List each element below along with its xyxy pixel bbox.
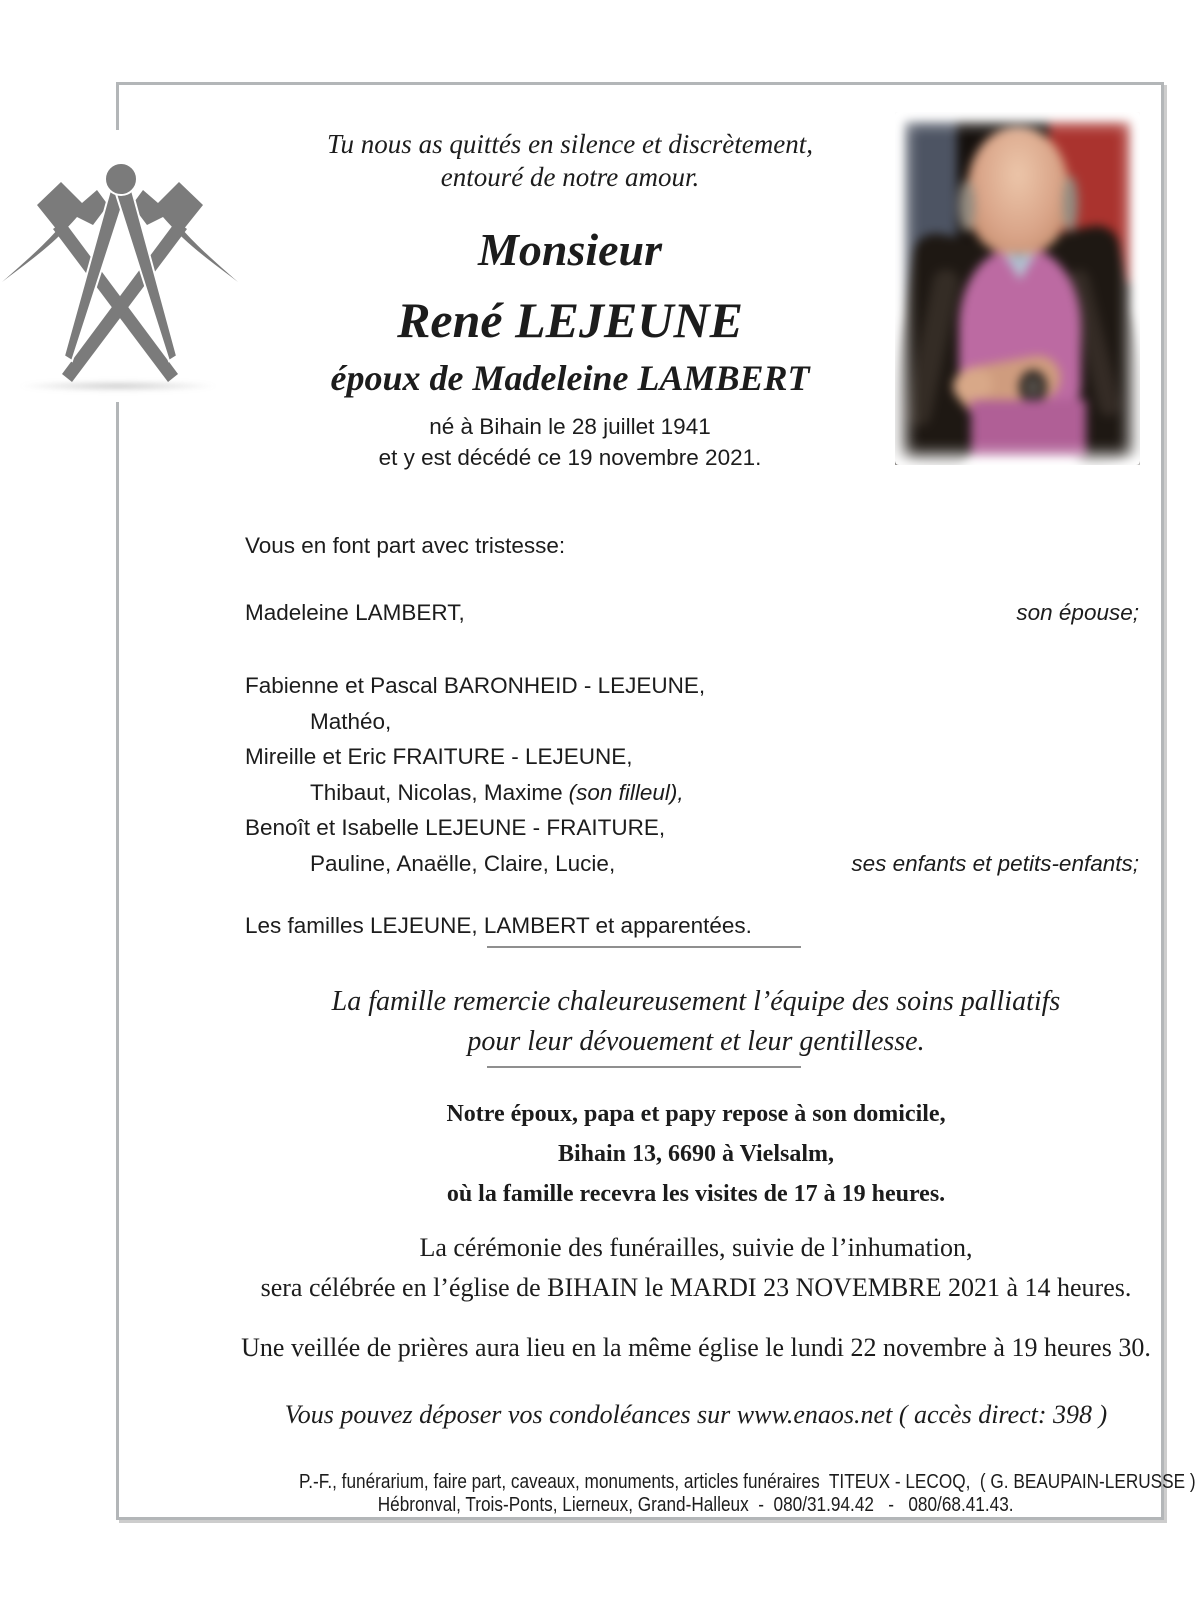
death-line: et y est décédé ce 19 novembre 2021. bbox=[378, 445, 762, 470]
vigil-notice: Une veillée de prières aura lieu en la même église le lundi 22 novembre à 19 heures 30. bbox=[241, 1333, 1151, 1362]
announcement-intro: Vous en font part avec tristesse: bbox=[245, 533, 566, 558]
thanks-line2: pour leur dévouement et leur gentillesse. bbox=[467, 1026, 925, 1057]
ceremony-line1: La cérémonie des funérailles, suivie de l’inhumation, bbox=[419, 1233, 973, 1262]
compass-and-crossed-hammers-icon bbox=[0, 130, 240, 402]
list-item bbox=[245, 846, 1139, 882]
spouse-row bbox=[245, 598, 1139, 628]
repose-notice bbox=[226, 1094, 1166, 1214]
ceremony-notice bbox=[226, 1228, 1166, 1308]
footer-line2: Hébronval, Trois-Ponts, Lierneux, Grand-Halleux - 080/31.94.42 - 080/68.41.43. bbox=[378, 1494, 1014, 1516]
deceased-title: Monsieur bbox=[477, 224, 663, 275]
epitaph-line1: Tu nous as quittés en silence et discrètement, bbox=[327, 129, 813, 159]
children-list bbox=[245, 668, 1139, 881]
list-item bbox=[245, 668, 1139, 704]
epitaph bbox=[230, 128, 910, 194]
grandchild-names: Pauline, Anaëlle, Claire, Lucie, bbox=[310, 850, 616, 876]
deceased-name: René LEJEUNE bbox=[397, 292, 743, 348]
logo-reflection bbox=[18, 380, 218, 392]
spouse-relation: son épouse; bbox=[1016, 600, 1139, 625]
child-name: Benoît et Isabelle LEJEUNE - FRAITURE, bbox=[245, 815, 666, 840]
list-item bbox=[245, 810, 1139, 846]
spouse-of-line: époux de Madeleine LAMBERT bbox=[330, 358, 810, 398]
thanks-line1: La famille remercie chaleureusement l’équipe des soins palliatifs bbox=[331, 986, 1061, 1017]
godson-note: (son filleul), bbox=[568, 779, 684, 805]
separator-line bbox=[487, 946, 801, 948]
epitaph-line2: entouré de notre amour. bbox=[440, 162, 700, 192]
portrait-photo bbox=[895, 112, 1140, 465]
spouse-name: Madeleine LAMBERT, bbox=[245, 600, 465, 625]
birth-death-lines bbox=[230, 411, 910, 473]
ceremony-line2: sera célébrée en l’église de BIHAIN le MARDI 23 NOVEMBRE 2021 à 14 heures. bbox=[260, 1273, 1132, 1302]
families-line: Les familles LEJEUNE, LAMBERT et apparentées. bbox=[245, 913, 752, 938]
list-item bbox=[245, 739, 1139, 775]
thanks-message bbox=[226, 982, 1166, 1062]
funeral-home-footer bbox=[226, 1471, 1196, 1517]
photo-feathered-edge bbox=[895, 112, 1140, 465]
grandchild-names: Mathéo, bbox=[310, 708, 392, 734]
list-item bbox=[245, 704, 1139, 740]
child-name: Fabienne et Pascal BARONHEID - LEJEUNE, bbox=[245, 673, 706, 698]
repose-address: Bihain 13, 6690 à Vielsalm, bbox=[557, 1141, 835, 1167]
separator-line bbox=[487, 1066, 801, 1068]
grandchild-names: Thibaut, Nicolas, Maxime (son filleul), bbox=[310, 779, 684, 805]
repose-visits: où la famille recevra les visites de 17 à 19 heures. bbox=[446, 1181, 946, 1207]
birth-line: né à Bihain le 28 juillet 1941 bbox=[429, 414, 711, 439]
child-name: Mireille et Eric FRAITURE - LEJEUNE, bbox=[245, 744, 633, 769]
footer-line1: P.-F., funérarium, faire part, caveaux, monuments, articles funéraires TITEUX - LECOQ, ( G. BEAUPAIN-LERUSSE ) bbox=[298, 1471, 1196, 1493]
children-relation: ses enfants et petits-enfants; bbox=[851, 850, 1139, 876]
roofers-guild-logo bbox=[0, 130, 240, 402]
list-item bbox=[245, 775, 1139, 811]
repose-line1: Notre époux, papa et papy repose à son domicile, bbox=[446, 1101, 946, 1127]
condolences-instruction: Vous pouvez déposer vos condoléances sur www.enaos.net ( accès direct: 398 ) bbox=[284, 1400, 1108, 1429]
